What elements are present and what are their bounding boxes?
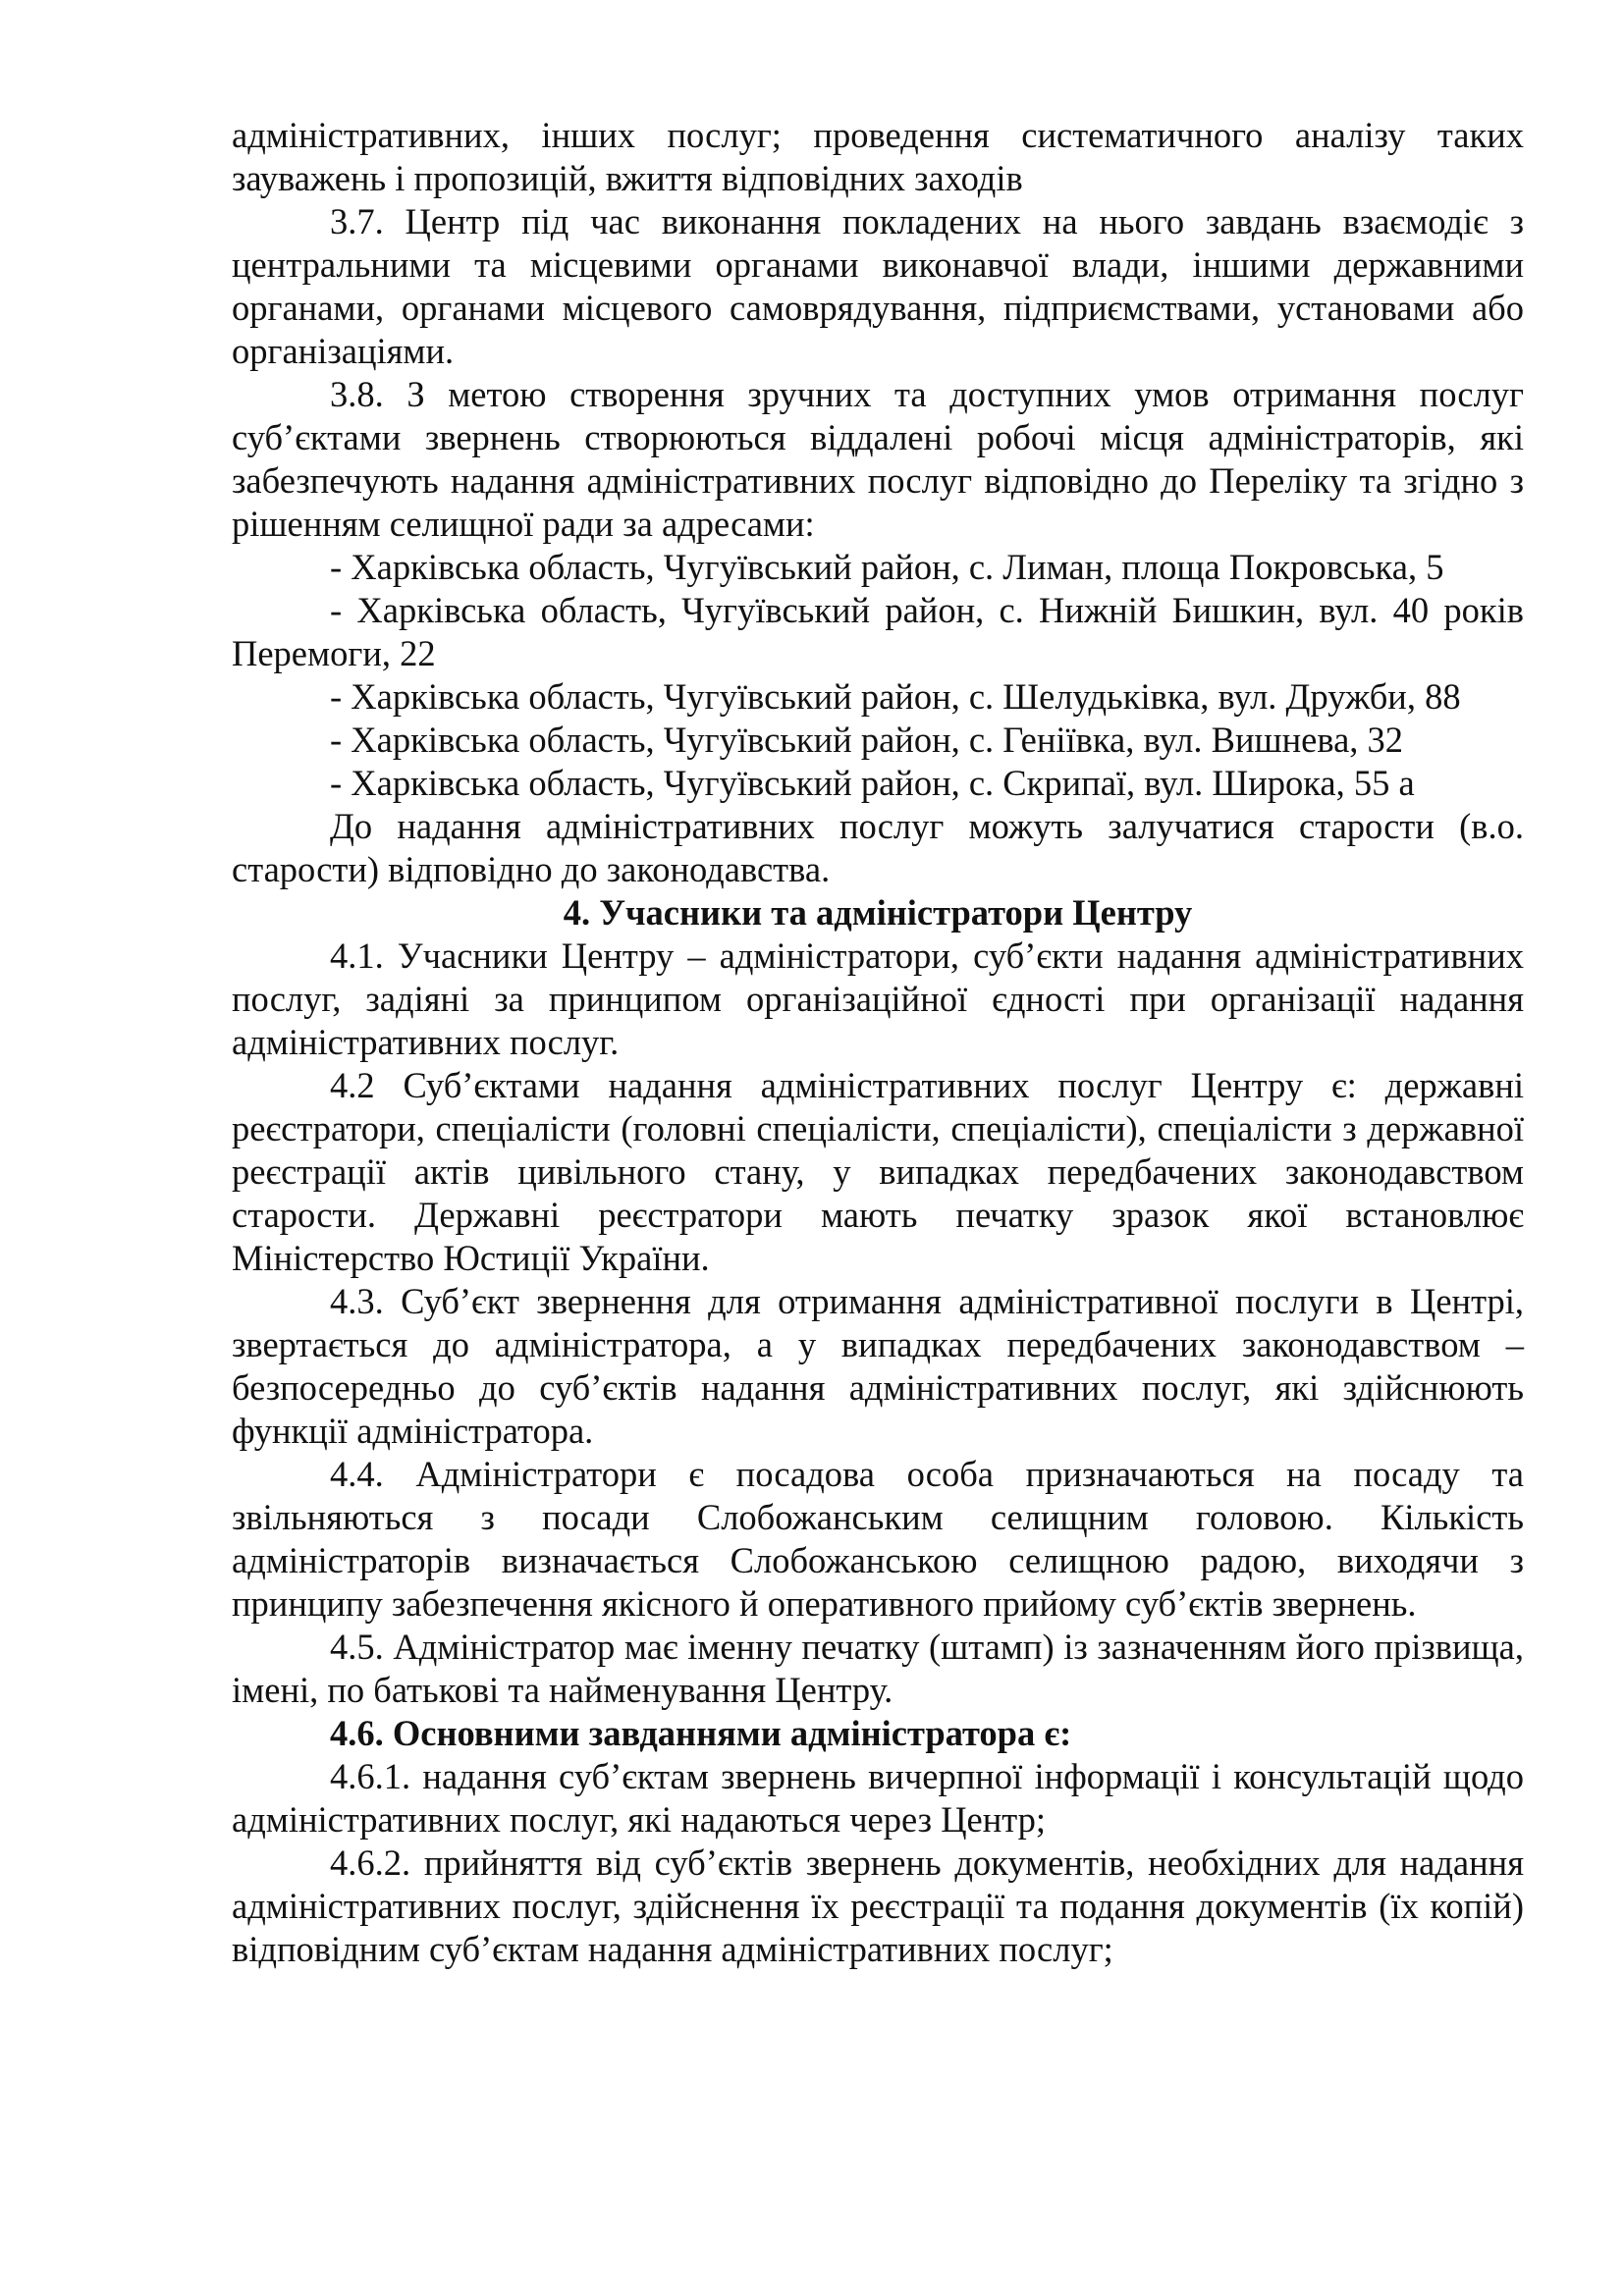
paragraph-4-6-2: 4.6.2. прийняття від суб’єктів звернень документів, необхідних для надання адміністративних послуг, здійснення їх реєстрації та подання документів (їх копій) відповідним суб’єктам надання адміністративних послуг; xyxy=(232,1842,1524,1969)
address-skrypai: - Харківська область, Чугуївський район, с. Скрипаї, вул. Широка, 55 а xyxy=(330,763,1415,803)
paragraph-intro-continuation: адміністративних, інших послуг; проведення систематичного аналізу таких зауважень і пропозицій, вжиття відповідних заходів xyxy=(232,115,1524,198)
paragraph-4-1: 4.1. Учасники Центру – адміністратори, суб’єкти надання адміністративних послуг, задіяні за принципом організаційної єдності при організації надання адміністративних послуг. xyxy=(232,935,1524,1062)
section-heading-4: 4. Учасники та адміністратори Центру xyxy=(563,892,1193,933)
paragraph-4-3: 4.3. Суб’єкт звернення для отримання адміністративної послуги в Центрі, звертається до адміністратора, а у випадках передбачених законодавством – безпосередньо до суб’єктів надання адміністративних послуг, які здійснюють функції адміністратора. xyxy=(232,1281,1524,1451)
address-heniivka: - Харківська область, Чугуївський район, с. Геніївка, вул. Вишнева, 32 xyxy=(330,720,1404,760)
paragraph-4-5: 4.5. Адміністратор має іменну печатку (штамп) із зазначенням його прізвища, імені, по батькові та найменування Центру. xyxy=(232,1627,1524,1710)
address-nyzhnii-byshkyn: - Харківська область, Чугуївський район, с. Нижній Бишкин, вул. 40 років Перемоги, 22 xyxy=(232,590,1524,673)
address-sheludkivka: - Харківська область, Чугуївський район, с. Шелудьківка, вул. Дружби, 88 xyxy=(330,676,1461,717)
document-page xyxy=(232,114,1524,1971)
address-lyman: - Харківська область, Чугуївський район, с. Лиман, площа Покровська, 5 xyxy=(330,547,1444,587)
paragraph-starosty: До надання адміністративних послуг можуть залучатися старости (в.о. старости) відповідно до законодавства. xyxy=(232,806,1524,889)
paragraph-4-2: 4.2 Суб’єктами надання адміністративних послуг Центру є: державні реєстратори, спеціалісти (головні спеціалісти, спеціалісти), спеціалісти з державної реєстрації актів цивільного стану, у випадках передбачених законодавством старости. Державні реєстратори мають печатку зразок якої встановлює Міністерство Юстиції України. xyxy=(232,1065,1524,1278)
subheading-4-6: 4.6. Основними завданнями адміністратора є: xyxy=(330,1713,1072,1753)
paragraph-3-7: 3.7. Центр під час виконання покладених на нього завдань взаємодіє з центральними та місцевими органами виконавчої влади, іншими державними органами, органами місцевого самоврядування, підприємствами, установами або організаціями. xyxy=(232,201,1524,371)
paragraph-4-6-1: 4.6.1. надання суб’єктам звернень вичерпної інформації і консультацій щодо адміністративних послуг, які надаються через Центр; xyxy=(232,1756,1524,1840)
paragraph-3-8: 3.8. З метою створення зручних та доступних умов отримання послуг суб’єктами звернень створюються віддалені робочі місця адміністраторів, які забезпечують надання адміністративних послуг відповідно до Переліку та згідно з рішенням селищної ради за адресами: xyxy=(232,374,1524,544)
paragraph-4-4: 4.4. Адміністратори є посадова особа призначаються на посаду та звільняються з посади Слобожанським селищним головою. Кількість адміністраторів визначається Слобожанською селищною радою, виходячи з принципу забезпечення якісного й оперативного прийому суб’єктів звернень. xyxy=(232,1454,1524,1624)
